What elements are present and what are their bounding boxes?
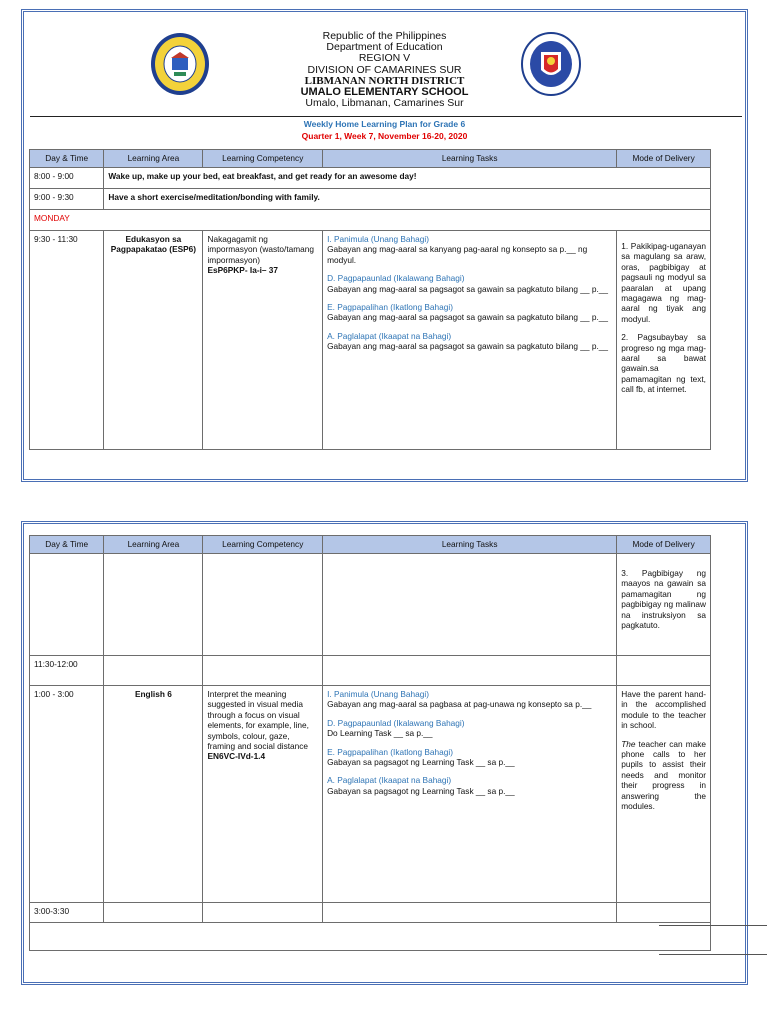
row-time: 11:30-12:00 (30, 656, 104, 686)
table-row (30, 189, 711, 210)
empty-cell (323, 903, 617, 923)
header-department: Department of Education (326, 41, 443, 54)
header-school: UMALO ELEMENTARY SCHOOL (300, 86, 469, 99)
row-activity: Wake up, make up your bed, eat breakfast, and get ready for an awesome day! (104, 168, 711, 189)
col-mode-of-delivery: Mode of Delivery (617, 150, 711, 168)
header-district: LIBMANAN NORTH DISTRICT (304, 74, 465, 87)
mode-item: Have the parent hand-in the accomplished module to the teacher in school. (621, 689, 706, 731)
col-learning-tasks: Learning Tasks (323, 536, 617, 554)
letterhead (24, 12, 745, 120)
task-body: Gabayan ang mag-aaral sa pagsagot sa gawain sa pagkatuto bilang __ p.__ (327, 312, 608, 323)
mode-item: 2. Pagsubaybay sa progreso ng mga mag-aaral sa bawat gawain.sa pamamagitan ng text, call fb, at internet. (621, 332, 706, 395)
empty-cell (203, 903, 323, 923)
mode-item: 1. Pakikipag-uganayan sa magulang sa araw, oras, pagbibigay at pagsauli ng modyul sa paaralan at upang magagawa ng mag-aaral ng tiyak ang modyul. (621, 241, 706, 324)
col-learning-area: Learning Area (104, 536, 203, 554)
task-body: Gabayan ang mag-aaral sa pagsagot sa gawain sa pagkatuto bilang __ p.__ (327, 341, 608, 352)
task-item (327, 718, 612, 739)
empty-cell (104, 554, 203, 656)
competency-code: EN6VC-IVd-1.4 (207, 751, 266, 762)
document-page-2 (21, 521, 748, 985)
task-body: Gabayan sa pagsagot ng Learning Task __ sa p.__ (327, 757, 515, 768)
header-address: Umalo, Libmanan, Camarines Sur (305, 97, 464, 110)
table-row (30, 231, 711, 450)
task-body: Do Learning Task __ sa p.__ (327, 728, 433, 739)
header-region: REGION V (358, 52, 411, 65)
task-item (327, 331, 612, 352)
mode-item-rest: teacher can make phone calls to her pupils to assist their needs and monitor their progress in answering the modules. (621, 738, 706, 812)
col-learning-area: Learning Area (104, 150, 203, 168)
row-time: 9:00 - 9:30 (30, 189, 104, 210)
day-label: MONDAY (30, 210, 711, 231)
task-item (327, 234, 612, 265)
row-time: 8:00 - 9:00 (30, 168, 104, 189)
table-row (30, 554, 711, 656)
competency-text: Nakagagamit ng impormasyon (wasto/tamang impormasyon) (207, 234, 314, 265)
header-republic: Republic of the Philippines (322, 30, 447, 42)
mode-item-lead: The (621, 738, 636, 749)
table-row (30, 168, 711, 189)
task-body: Gabayan ang mag-aaral sa pagsagot sa gawain sa pagkatuto bilang __ p.__ (327, 283, 608, 294)
task-item (327, 747, 612, 768)
learning-competency (203, 231, 323, 450)
row-time: 3:00-3:30 (30, 903, 104, 923)
task-item (327, 689, 612, 710)
task-heading: A. Paglalapat (Ikaapat na Bahagi) (327, 330, 452, 341)
empty-cell (30, 923, 711, 951)
empty-cell (203, 554, 323, 656)
task-item (327, 775, 612, 796)
empty-cell (323, 656, 617, 686)
table-extension-line (659, 954, 767, 955)
col-day-time: Day & Time (30, 536, 104, 554)
task-heading: D. Pagpapaunlad (Ikalawang Bahagi) (327, 273, 465, 284)
learning-plan-table-1 (29, 149, 711, 450)
col-day-time: Day & Time (30, 150, 104, 168)
table-row (30, 923, 711, 951)
empty-cell (104, 903, 203, 923)
competency-text: Interpret the meaning suggested in visual media through a focus on visual elements, for example, line, symbols, colour, gaze, framing and social distance (207, 689, 309, 752)
learning-area: Edukasyon sa Pagpapakatao (ESP6) (104, 231, 203, 450)
task-heading: A. Paglalapat (Ikaapat na Bahagi) (327, 775, 452, 786)
table-row (30, 903, 711, 923)
mode-item: 3. Pagbibigay ng maayos na gawain sa pamamagitan ng pagbibigay ng malinaw na instruksiyon sa pagkatuto. (617, 554, 711, 656)
row-time: 9:30 - 11:30 (30, 231, 104, 450)
empty-cell (104, 656, 203, 686)
task-item (327, 273, 612, 294)
task-heading: I. Panimula (Unang Bahagi) (327, 689, 429, 699)
document-page-1 (21, 9, 748, 482)
learning-plan-table-2 (29, 535, 711, 951)
empty-cell (617, 656, 711, 686)
table-extension-line (659, 925, 767, 926)
mode-of-delivery (617, 686, 711, 903)
row-time: 1:00 - 3:00 (30, 686, 104, 903)
task-heading: E. Pagpapalihan (Ikatlong Bahagi) (327, 302, 453, 313)
learning-tasks (323, 231, 617, 450)
day-row (30, 210, 711, 231)
letterhead-text (24, 31, 745, 109)
task-body: Gabayan ang mag-aaral sa pagbasa at pag-unawa ng konsepto sa p.__ (327, 699, 592, 710)
plan-quarter-week: Quarter 1, Week 7, November 16-20, 2020 (301, 131, 468, 141)
row-activity: Have a short exercise/meditation/bonding with family. (104, 189, 711, 210)
task-item (327, 302, 612, 323)
task-body: Gabayan ang mag-aaral sa kanyang pag-aaral ng konsepto sa p.__ ng modyul. (327, 244, 588, 265)
task-heading: I. Panimula (Unang Bahagi) (327, 234, 429, 244)
learning-competency (203, 686, 323, 903)
mode-of-delivery (617, 231, 711, 450)
header-divider (30, 116, 742, 117)
empty-cell (617, 903, 711, 923)
task-heading: D. Pagpapaunlad (Ikalawang Bahagi) (327, 717, 465, 728)
empty-cell (203, 656, 323, 686)
table-row (30, 656, 711, 686)
col-learning-competency: Learning Competency (203, 536, 323, 554)
learning-tasks (323, 686, 617, 903)
learning-area: English 6 (104, 686, 203, 903)
mode-item (621, 739, 706, 812)
table-row (30, 686, 711, 903)
plan-title: Weekly Home Learning Plan for Grade 6 (303, 119, 466, 129)
empty-cell (30, 554, 104, 656)
col-mode-of-delivery: Mode of Delivery (617, 536, 711, 554)
header-division: DIVISION OF CAMARINES SUR (307, 63, 462, 76)
col-learning-competency: Learning Competency (203, 150, 323, 168)
empty-cell (323, 554, 617, 656)
task-body: Gabayan sa pagsagot ng Learning Task __ sa p.__ (327, 785, 515, 796)
table-header-row (30, 536, 711, 554)
competency-code: EsP6PKP- Ia-i– 37 (207, 265, 279, 276)
table-header-row (30, 150, 711, 168)
col-learning-tasks: Learning Tasks (323, 150, 617, 168)
task-heading: E. Pagpapalihan (Ikatlong Bahagi) (327, 746, 453, 757)
